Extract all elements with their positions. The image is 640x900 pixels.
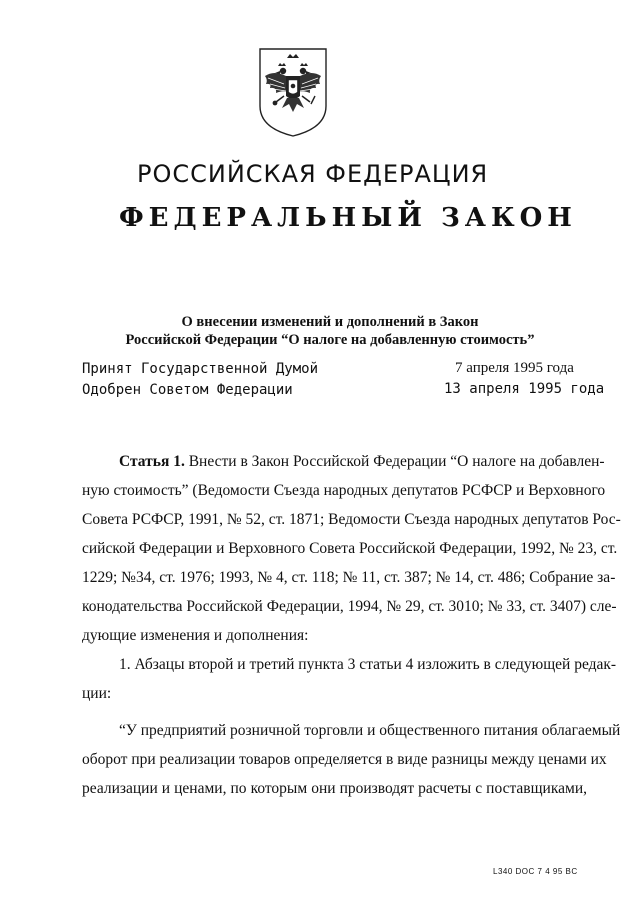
adopted-by-label: Принят Государственной Думой: [82, 361, 319, 377]
item-1-line: ции:: [82, 685, 112, 702]
approved-by-label: Одобрен Советом Федерации: [82, 382, 293, 398]
quote-line: реализации и ценами, по которым они производят расчеты с поставщиками,: [82, 780, 587, 797]
footer-document-code: L340 DOC 7 4 95 BC: [493, 867, 578, 876]
article-line: ную стоимость” (Ведомости Съезда народных депутатов РСФСР и Верховного: [82, 482, 606, 499]
article-body: [82, 447, 621, 803]
article-label: Статья 1.: [119, 453, 185, 470]
article-first-line: [82, 447, 605, 476]
law-title-line: Российской Федерации “О налоге на добавленную стоимость”: [125, 332, 535, 348]
adopted-date: 7 апреля 1995 года: [455, 360, 574, 376]
law-title: [120, 313, 540, 349]
article-line: 1229; №34, ст. 1976; 1993, № 4, ст. 118; № 11, ст. 387; № 14, ст. 486; Собрание за-: [82, 569, 616, 586]
article-line: дующие изменения и дополнения:: [82, 627, 309, 644]
document-type-heading: ФЕДЕРАЛЬНЫЙ ЗАКОН: [119, 203, 577, 233]
item-1-line: 1. Абзацы второй и третий пункта 3 статьи 4 изложить в следующей редак-: [119, 656, 617, 673]
coat-of-arms-icon: [256, 46, 330, 138]
article-line: конодательства Российской Федерации, 1994, № 29, ст. 3010; № 33, ст. 3407) сле-: [82, 598, 617, 615]
law-title-line: О внесении изменений и дополнений в Закон: [181, 314, 479, 330]
article-line: сийской Федерации и Верховного Совета Российской Федерации, 1992, № 23, ст.: [82, 540, 618, 557]
approved-date: 13 апреля 1995 года: [444, 381, 605, 397]
quote-line: “У предприятий розничной торговли и общественного питания облагаемый: [119, 722, 621, 739]
country-heading: РОССИЙСКАЯ ФЕДЕРАЦИЯ: [137, 160, 489, 188]
quote-line: оборот при реализации товаров определяется в виде разницы между ценами их: [82, 751, 607, 768]
article-line: Внести в Закон Российской Федерации “О налоге на добавлен-: [188, 453, 605, 470]
article-line: Совета РСФСР, 1991, № 52, ст. 1871; Ведомости Съезда народных депутатов Рос-: [82, 511, 621, 528]
